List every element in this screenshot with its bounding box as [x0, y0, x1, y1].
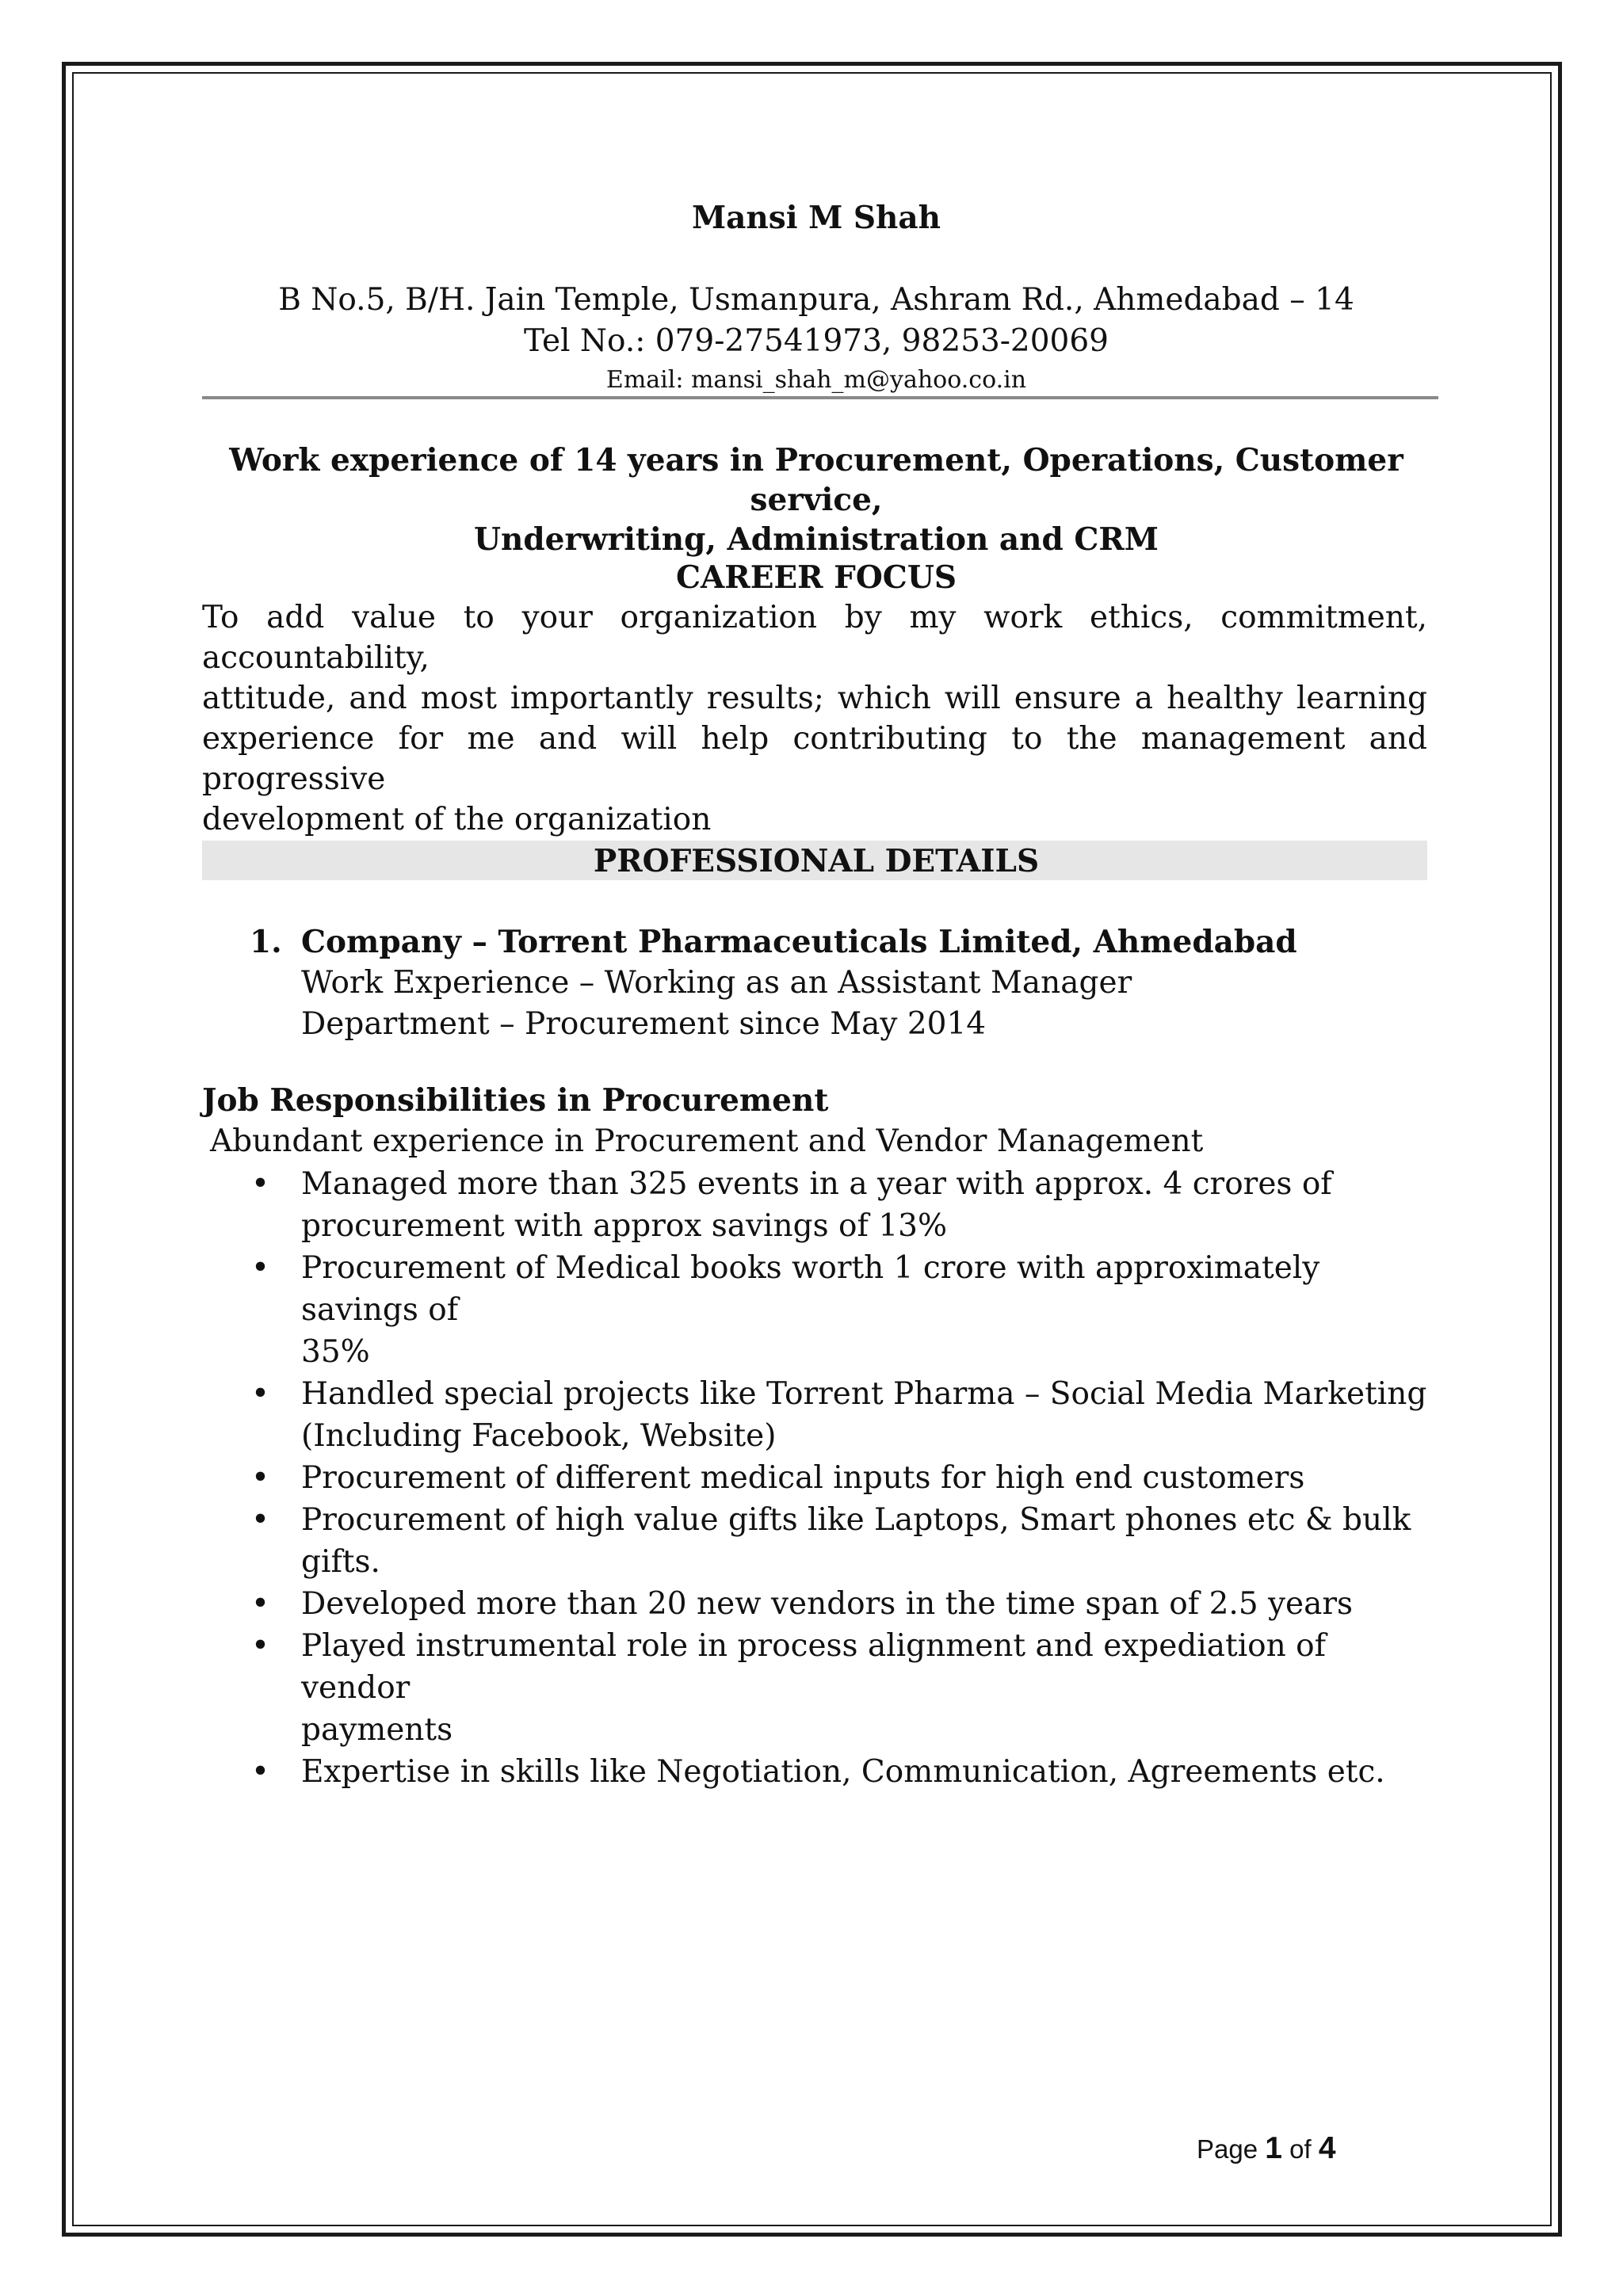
list-item: • Developed more than 20 new vendors in the time span of 2.5 years: [202, 1583, 1430, 1625]
job-responsibilities-heading: Job Responsibilities in Procurement: [202, 1082, 829, 1119]
company-number: 1.: [250, 924, 282, 960]
page-word: Page: [1197, 2134, 1258, 2164]
list-item: • Handled special projects like Torrent Pharma – Social Media Marketing (Including Facebook, Website): [202, 1373, 1430, 1457]
responsibilities-list: [202, 1163, 1430, 1793]
list-item: • Played instrumental role in process alignment and expediation of vendor payments: [202, 1625, 1430, 1751]
company-details: [301, 921, 1411, 1045]
bullet-icon: •: [251, 1628, 270, 1664]
bullet-icon: •: [251, 1754, 270, 1790]
page-total: 4: [1318, 2131, 1336, 2165]
page-current: 1: [1265, 2131, 1282, 2165]
bullet-icon: •: [251, 1376, 270, 1412]
telephone-line: Tel No.: 079-27541973, 98253-20069: [523, 323, 1109, 359]
bullet-icon: •: [251, 1502, 270, 1538]
list-item: • Expertise in skills like Negotiation, Communication, Agreements etc.: [202, 1751, 1430, 1793]
professional-details-heading: PROFESSIONAL DETAILS: [593, 843, 1040, 879]
list-item: • Managed more than 325 events in a year with approx. 4 crores of procurement with approx savings of 13%: [202, 1163, 1430, 1247]
career-focus-paragraph: [202, 597, 1427, 840]
work-experience: Work Experience – Working as an Assistant Manager: [301, 965, 1132, 1001]
career-focus-line-4: development of the organization: [202, 802, 712, 837]
address-line: B No.5, B/H. Jain Temple, Usmanpura, Ashram Rd., Ahmedabad – 14: [278, 282, 1354, 318]
career-focus-heading: CAREER FOCUS: [675, 559, 957, 596]
bullet-icon: •: [251, 1166, 270, 1202]
job-intro: Abundant experience in Procurement and Vendor Management: [210, 1123, 1204, 1159]
career-focus-line-3: experience for me and will help contributing to the management and progressive: [202, 721, 1427, 797]
list-item: • Procurement of high value gifts like Laptops, Smart phones etc & bulk gifts.: [202, 1499, 1430, 1583]
experience-summary: [202, 441, 1430, 559]
company-name: Company – Torrent Pharmaceuticals Limited, Ahmedabad: [301, 924, 1297, 960]
career-focus-line-1: To add value to your organization by my work ethics, commitment, accountability,: [202, 600, 1427, 676]
bullet-icon: •: [251, 1460, 270, 1496]
candidate-name: Mansi M Shah: [691, 200, 941, 236]
list-item: • Procurement of different medical inputs for high end customers: [202, 1457, 1430, 1499]
career-focus-line-2: attitude, and most importantly results; which will ensure a healthy learning: [202, 681, 1427, 716]
summary-line-2: Underwriting, Administration and CRM: [474, 521, 1159, 558]
header-divider: [202, 396, 1438, 399]
bullet-icon: •: [251, 1586, 270, 1622]
list-item: • Procurement of Medical books worth 1 crore with approximately savings of 35%: [202, 1247, 1430, 1373]
department: Department – Procurement since May 2014: [301, 1006, 987, 1042]
email-line: Email: mansi_shah_m@yahoo.co.in: [605, 366, 1027, 394]
of-word: of: [1289, 2134, 1312, 2164]
page-number: [1197, 2131, 1336, 2166]
bullet-icon: •: [251, 1250, 270, 1286]
summary-line-1: Work experience of 14 years in Procurement, Operations, Customer service,: [229, 442, 1403, 518]
